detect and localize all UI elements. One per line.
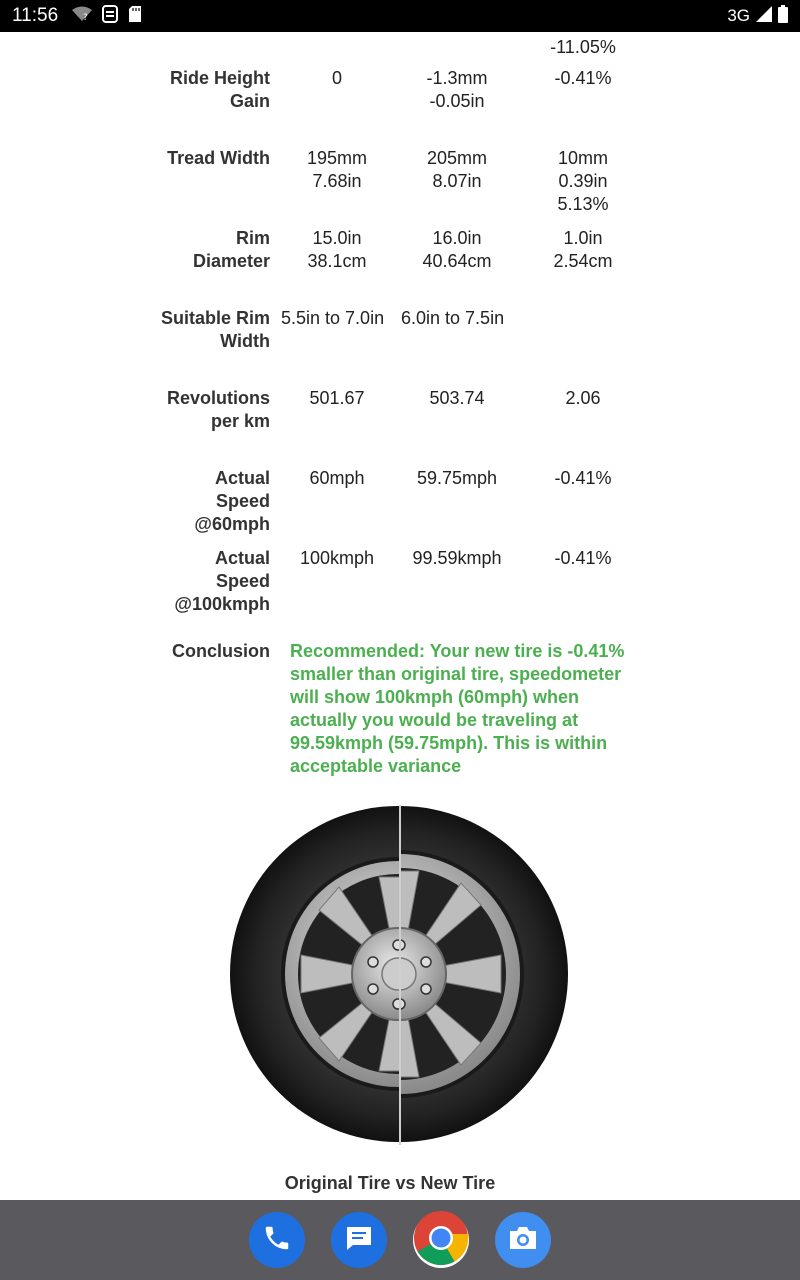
row-label: Tread Width xyxy=(167,148,270,168)
phone-icon xyxy=(262,1223,292,1258)
difference-value: 10mm 0.39in 5.13% xyxy=(557,148,609,214)
chrome-app-button[interactable] xyxy=(413,1212,469,1268)
original-value: 0 xyxy=(331,68,342,88)
conclusion-label: Conclusion xyxy=(172,641,270,661)
difference-value: 2.06 xyxy=(565,388,601,408)
signal-icon xyxy=(756,6,772,27)
network-type: 3G xyxy=(727,6,750,25)
app-dock xyxy=(0,1200,800,1280)
difference-value: -0.41% xyxy=(554,468,612,488)
tire-comparison-image xyxy=(229,805,571,1145)
difference-value: -0.41% xyxy=(554,548,612,568)
row-label: Ride Height Gain xyxy=(169,68,270,111)
messages-app-button[interactable] xyxy=(331,1212,387,1268)
new-value: 6.0in to 7.5in xyxy=(401,308,505,328)
original-value: 195mm 7.68in xyxy=(306,148,368,191)
new-value: -1.3mm -0.05in xyxy=(426,68,488,111)
original-value: 501.67 xyxy=(309,388,365,408)
new-value: 16.0in 40.64cm xyxy=(422,228,492,271)
row-label: Rim Diameter xyxy=(192,228,270,271)
sd-card-icon xyxy=(128,5,142,28)
partial-difference: -11.05% xyxy=(550,37,616,57)
status-bar xyxy=(0,0,800,32)
row-label: Revolutions per km xyxy=(166,388,270,431)
tire-comparison-caption: Original Tire vs New Tire xyxy=(284,1173,496,1193)
row-label: Actual Speed @60mph xyxy=(194,468,270,534)
original-value: 60mph xyxy=(309,468,365,488)
sync-icon xyxy=(102,5,118,28)
row-label: Suitable Rim Width xyxy=(160,308,270,351)
phone-app-button[interactable] xyxy=(249,1212,305,1268)
messages-icon xyxy=(343,1223,375,1258)
camera-app-button[interactable] xyxy=(495,1212,551,1268)
original-value: 5.5in to 7.0in xyxy=(281,308,385,328)
row-label: Actual Speed @100kmph xyxy=(174,548,270,614)
new-value: 59.75mph xyxy=(416,468,498,488)
svg-text:?: ? xyxy=(83,12,88,22)
status-time: 11:56 xyxy=(12,5,59,26)
chrome-icon xyxy=(413,1210,469,1271)
difference-value: 1.0in 2.54cm xyxy=(553,228,613,271)
new-value: 99.59kmph xyxy=(412,548,502,568)
comparison-content[interactable] xyxy=(0,32,800,1200)
conclusion-text: Recommended: Your new tire is -0.41% smaller than original tire, speedometer will show 100kmph (60mph) when actually you would be traveling at 99.59kmph (59.75mph). This is within acceptable variance xyxy=(290,641,625,776)
original-value: 100kmph xyxy=(299,548,375,568)
original-value: 15.0in 38.1cm xyxy=(307,228,367,271)
wifi-question-icon xyxy=(72,6,92,27)
camera-icon xyxy=(507,1224,539,1257)
new-value: 503.74 xyxy=(429,388,485,408)
battery-icon xyxy=(778,5,788,28)
new-value: 205mm 8.07in xyxy=(426,148,488,191)
difference-value: -0.41% xyxy=(554,68,612,88)
